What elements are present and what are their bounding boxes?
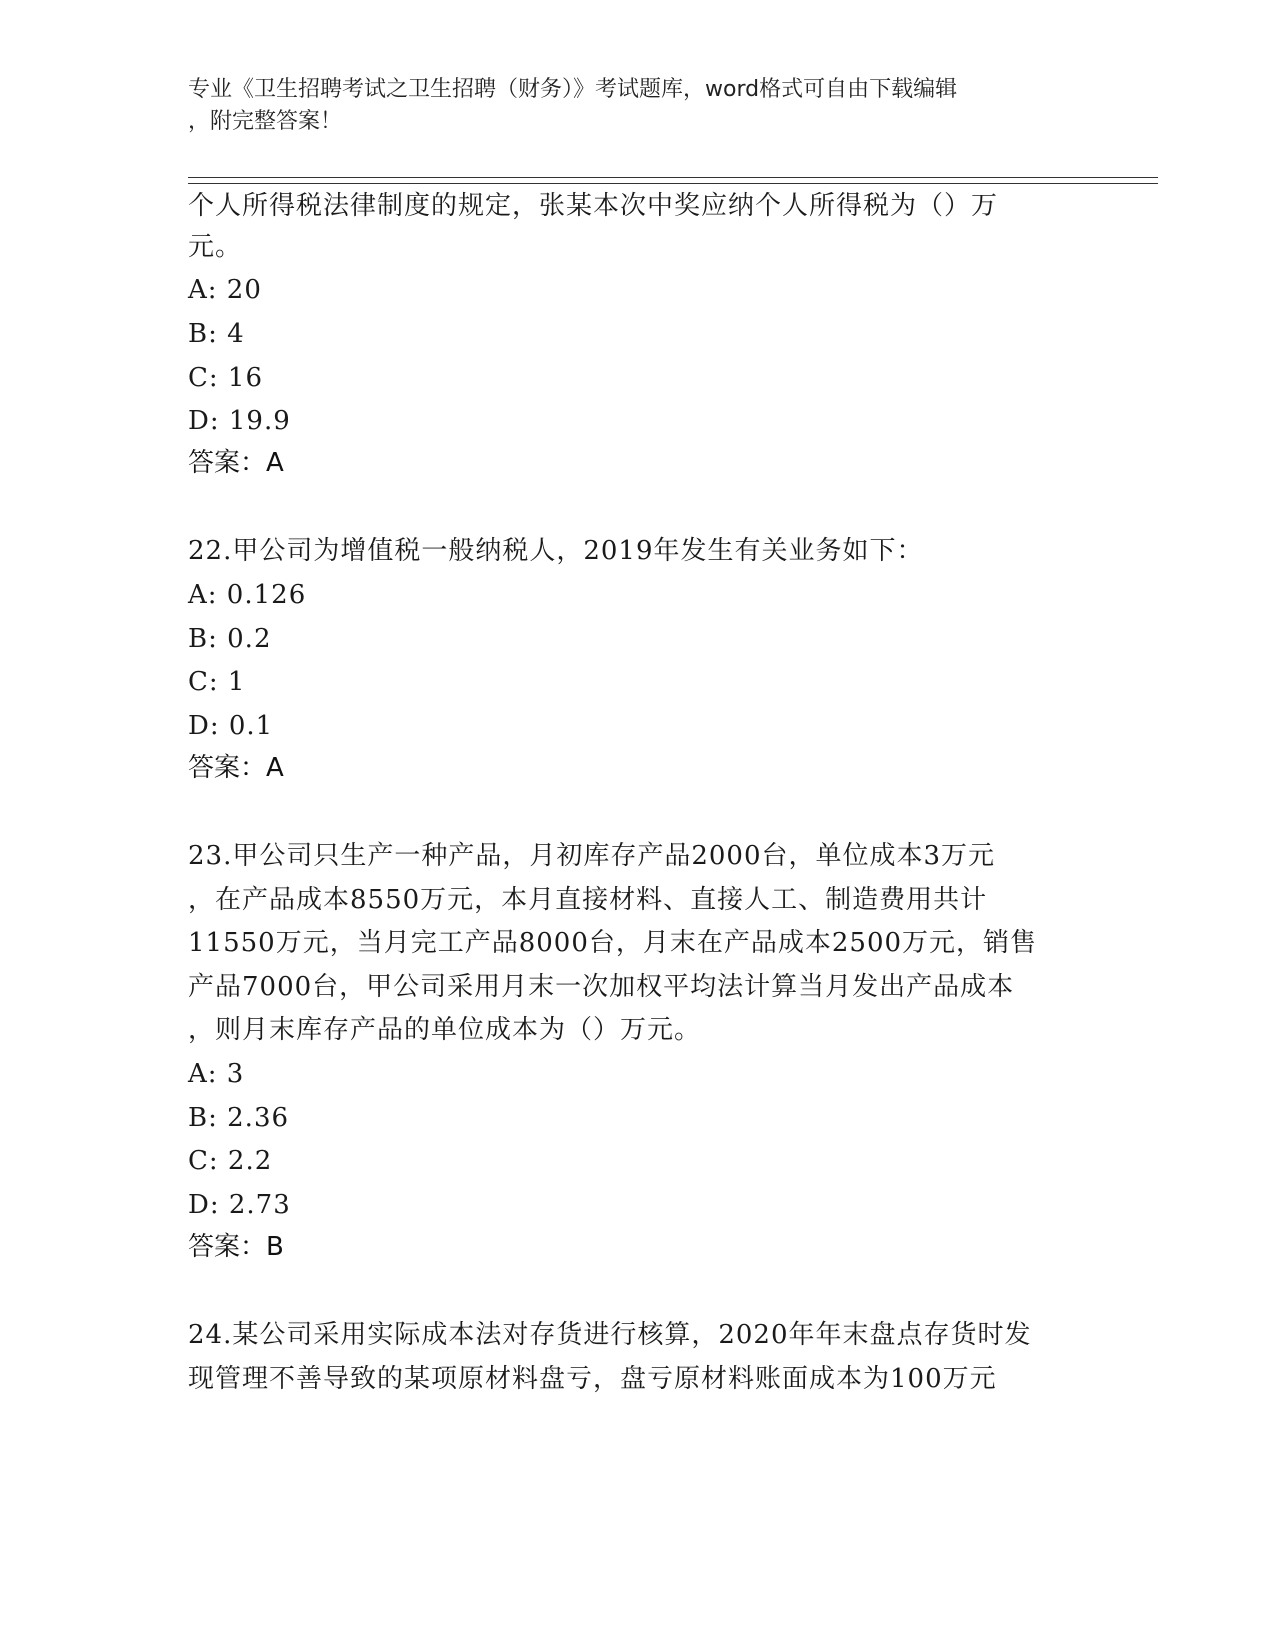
answer: 答案：B — [188, 1232, 284, 1262]
option-c: C: 1 — [188, 667, 246, 697]
option-b: B: 2.36 — [188, 1103, 290, 1133]
question-text-line: 元。 — [188, 232, 243, 262]
option-b: B: 4 — [188, 319, 245, 349]
question-text-line: 个人所得税法律制度的规定，张某本次中奖应纳个人所得税为（）万 — [188, 191, 999, 221]
option-a: A: 3 — [188, 1059, 245, 1089]
answer: 答案：A — [188, 448, 284, 478]
header-line-2: ，附完整答案！ — [188, 109, 343, 134]
question-text-line: ，在产品成本8550万元，本月直接材料、直接人工、制造费用共计 — [188, 885, 988, 915]
header-line-1: 专业《卫生招聘考试之卫生招聘（财务）》考试题库，word格式可自由下载编辑 — [188, 77, 958, 102]
option-b: B: 0.2 — [188, 624, 272, 654]
question-text-line: 产品7000台，甲公司采用月末一次加权平均法计算当月发出产品成本 — [188, 972, 1015, 1002]
question-text-line: 11550万元，当月完工产品8000台，月末在产品成本2500万元，销售 — [188, 928, 1038, 958]
option-a: A: 20 — [188, 275, 262, 305]
header-divider-top — [188, 177, 1158, 178]
option-a: A: 0.126 — [188, 580, 307, 610]
option-d: D: 19.9 — [188, 406, 291, 436]
option-c: C: 16 — [188, 363, 264, 393]
question-text-line: 现管理不善导致的某项原材料盘亏，盘亏原材料账面成本为100万元 — [188, 1364, 997, 1394]
question-text-line: ，则月末库存产品的单位成本为（）万元。 — [188, 1015, 702, 1045]
option-c: C: 2.2 — [188, 1146, 273, 1176]
question-text-line: 22.甲公司为增值税一般纳税人，2019年发生有关业务如下： — [188, 536, 924, 566]
option-d: D: 0.1 — [188, 711, 274, 741]
question-text-line: 24.某公司采用实际成本法对存货进行核算，2020年年末盘点存货时发 — [188, 1320, 1032, 1350]
document-header — [188, 74, 1088, 138]
answer: 答案：A — [188, 753, 284, 783]
question-text-line: 23.甲公司只生产一种产品，月初库存产品2000台，单位成本3万元 — [188, 841, 996, 871]
option-d: D: 2.73 — [188, 1190, 291, 1220]
